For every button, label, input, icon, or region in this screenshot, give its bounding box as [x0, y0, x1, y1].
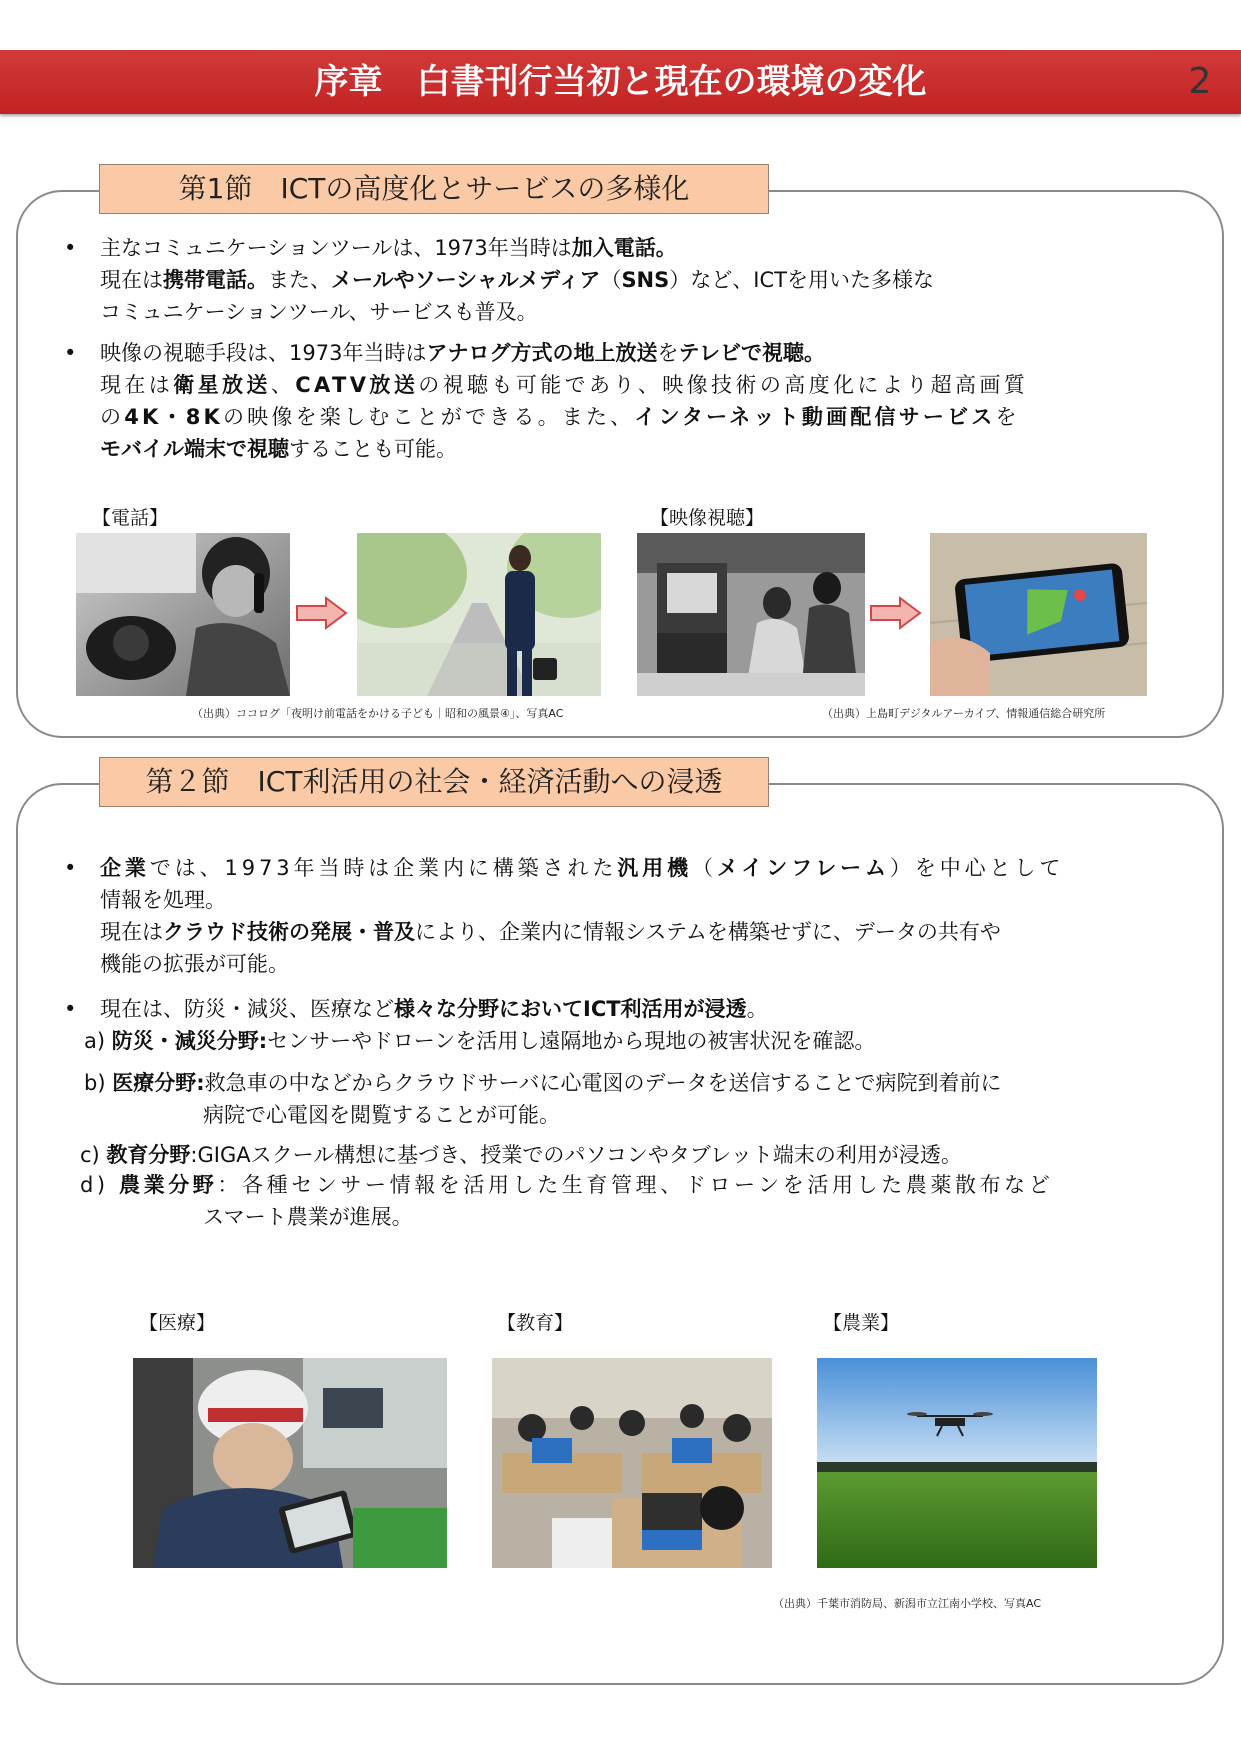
credit-phone: （出典）ココログ「夜明け前電話をかける子ども｜昭和の風景④」、写真AC — [192, 707, 564, 720]
photo-family-tv-image — [637, 533, 865, 696]
label-video: 【映像視聴】 — [650, 507, 765, 529]
photo-classroom-tablets — [492, 1358, 772, 1568]
text-line: 現在は、防災・減災、医療など様々な分野においてICT利活用が浸透。 — [100, 997, 768, 1021]
bullet-dot-icon: • — [64, 856, 77, 880]
section-1-bullet-1 — [64, 232, 1204, 328]
photo-family-tv — [637, 533, 865, 696]
page-number: 2 — [1188, 61, 1212, 102]
text-line: 企業では、1973年当時は企業内に構築された汎用機（メインフレーム）を中心として — [100, 856, 1065, 880]
section-2-bullet-2 — [64, 993, 1204, 1027]
text-line: コミュニケーションツール、サービスも普及。 — [100, 300, 538, 324]
photo-drone-field — [817, 1358, 1097, 1568]
bullet-dot-icon: • — [64, 341, 77, 365]
text-line: 機能の拡張が可能。 — [100, 952, 289, 976]
photo-smartphone-map — [930, 533, 1147, 696]
photo-paramedic-tablet-image — [133, 1358, 447, 1568]
photo-paramedic-tablet — [133, 1358, 447, 1568]
right-arrow-icon — [296, 596, 348, 630]
credit-video: （出典）上島町デジタルアーカイブ、情報通信総合研究所 — [822, 707, 1106, 720]
photo-drone-field-image — [817, 1358, 1097, 1568]
section-1-tab: 第1節 ICTの高度化とサービスの多様化 — [99, 164, 769, 214]
text-line: 現在はクラウド技術の発展・普及により、企業内に情報システムを構築せずに、データの共有や — [100, 920, 1001, 944]
text-line: 映像の視聴手段は、1973年当時はアナログ方式の地上放送をテレビで視聴。 — [100, 341, 826, 365]
text-line: モバイル端末で視聴することも可能。 — [100, 437, 457, 461]
photo-child-old-phone — [76, 533, 290, 696]
bullet-dot-icon: • — [64, 236, 77, 260]
label-agriculture: 【農業】 — [823, 1312, 900, 1334]
label-medical: 【医療】 — [139, 1312, 216, 1334]
section-2-tab: 第２節 ICT利活用の社会・経済活動への浸透 — [99, 757, 769, 807]
sub-item-education: c) 教育分野:GIGAスクール構想に基づき、授業でのパソコンやタブレット端末の利用が浸透。 — [80, 1143, 962, 1167]
right-arrow-icon — [870, 596, 922, 630]
photo-child-old-phone-image — [76, 533, 290, 696]
text-line: 現在は衛星放送、CATV放送の視聴も可能であり、映像技術の高度化により超高画質 — [100, 373, 1029, 397]
sub-item-medical: b) 医療分野:救急車の中などからクラウドサーバに心電図のデータを送信することで病院到着前に 病院で心電図を閲覧することが可能。 — [84, 1071, 1002, 1127]
chapter-title: 序章 白書刊行当初と現在の環境の変化 — [314, 62, 927, 102]
label-phone: 【電話】 — [92, 507, 169, 529]
sub-item-disaster: a) 防災・減災分野:センサーやドローンを活用し遠隔地から現地の被害状況を確認。 — [84, 1029, 876, 1053]
section-2-bullet-1 — [64, 852, 1204, 982]
text-line: 主なコミュニケーションツールは、1973年当時は加入電話。 — [100, 236, 677, 260]
label-education: 【教育】 — [497, 1312, 574, 1334]
bullet-dot-icon: • — [64, 997, 77, 1021]
photo-classroom-tablets-image — [492, 1358, 772, 1568]
chapter-header — [0, 50, 1241, 114]
sub-item-agriculture: d) 農業分野：各種センサー情報を活用した生育管理、ドローンを活用した農薬散布など スマート農業が進展。 — [80, 1173, 1054, 1229]
text-line: 情報を処理。 — [100, 888, 226, 912]
text-line: の4K・8Kの映像を楽しむことができる。また、インターネット動画配信サービスを — [100, 405, 1020, 429]
text-line: 現在は携帯電話。また、メールやソーシャルメディア（SNS）など、ICTを用いた多様な — [100, 268, 934, 292]
photo-smartphone-map-image — [930, 533, 1147, 696]
credit-section-2: （出典）千葉市消防局、新潟市立江南小学校、写真AC — [773, 1597, 1042, 1610]
photo-man-smartphone-image — [357, 533, 601, 696]
photo-man-smartphone — [357, 533, 601, 696]
section-1-bullet-2 — [64, 337, 1204, 467]
